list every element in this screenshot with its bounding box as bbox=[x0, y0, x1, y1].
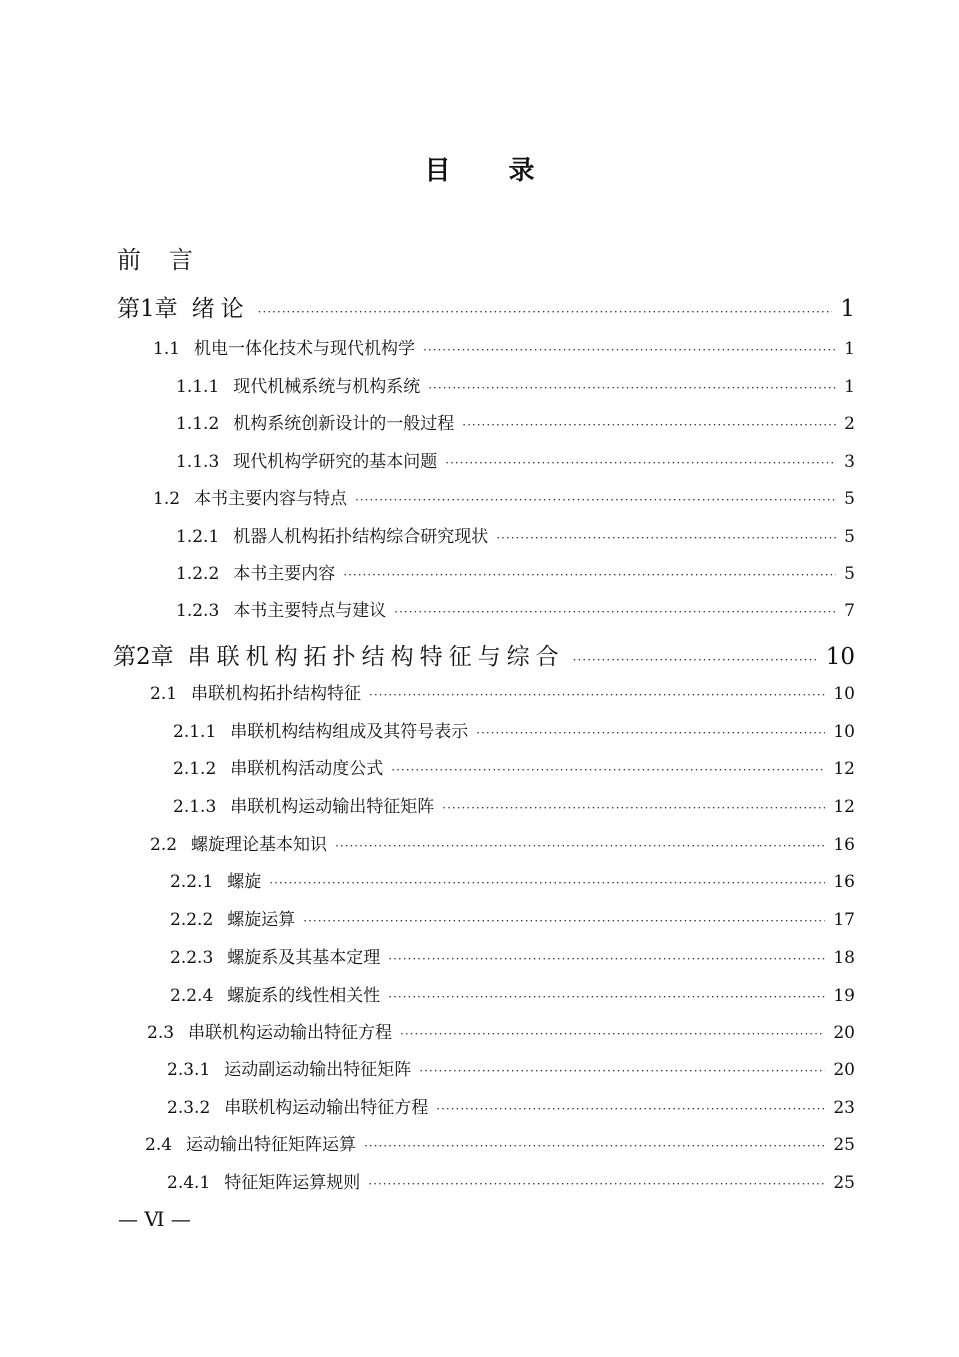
page-title: 目录 bbox=[424, 156, 593, 186]
leader-dots bbox=[343, 568, 836, 582]
page-number-footer: — Ⅵ — bbox=[118, 1207, 191, 1231]
toc-entry-sub[interactable] bbox=[167, 1055, 855, 1080]
toc-entry-sub[interactable] bbox=[167, 1168, 855, 1193]
toc-entry-sub[interactable] bbox=[176, 596, 855, 621]
toc-entry-page: 25 bbox=[833, 1173, 855, 1193]
toc-entry-page: 1 bbox=[840, 296, 855, 322]
toc-entry-sub[interactable] bbox=[170, 867, 855, 892]
toc-entry-number: 2.2 bbox=[150, 835, 178, 855]
toc-entry-page: 10 bbox=[833, 684, 855, 704]
toc-entry-chapter[interactable] bbox=[117, 290, 855, 323]
toc-entry-section[interactable] bbox=[145, 1130, 855, 1155]
toc-entry-title: 本书主要内容与特点 bbox=[194, 489, 348, 509]
toc-entry-page: 1 bbox=[844, 339, 855, 359]
toc-entry-number: 1.1 bbox=[153, 339, 181, 359]
toc-entry-sub[interactable] bbox=[170, 905, 855, 930]
toc-entry-title: 特征矩阵运算规则 bbox=[224, 1173, 361, 1193]
toc-entry-page: 1 bbox=[844, 377, 855, 397]
toc-preface[interactable]: 前言 bbox=[117, 246, 221, 274]
toc-entry-title: 串联机构运动输出特征方程 bbox=[188, 1023, 393, 1043]
toc-entry-title: 机电一体化技术与现代机构学 bbox=[194, 339, 416, 359]
toc-entry-page: 2 bbox=[844, 414, 855, 434]
toc-entry-title: 串联机构运动输出特征矩阵 bbox=[230, 797, 435, 817]
leader-dots bbox=[573, 653, 818, 667]
toc-entry-sub[interactable] bbox=[176, 372, 855, 397]
toc-entry-title: 本书主要特点与建议 bbox=[233, 601, 387, 621]
toc-entry-number: 2.3.2 bbox=[167, 1098, 211, 1118]
toc-entry-number: 2.3.1 bbox=[167, 1060, 211, 1080]
toc-entry-title: 串联机构结构组成及其符号表示 bbox=[230, 722, 469, 742]
leader-dots bbox=[476, 726, 825, 740]
leader-dots bbox=[462, 418, 836, 432]
toc-entry-page: 5 bbox=[844, 489, 855, 509]
leader-dots bbox=[428, 381, 836, 395]
toc-entry-number: 2.2.4 bbox=[170, 986, 214, 1006]
toc-entry-title: 运动输出特征矩阵运算 bbox=[186, 1135, 357, 1155]
toc-entry-title: 螺旋系及其基本定理 bbox=[227, 948, 381, 968]
toc-entry-page: 17 bbox=[833, 910, 855, 930]
leader-dots bbox=[369, 688, 825, 702]
toc-entry-chapter[interactable] bbox=[113, 638, 855, 671]
toc-entry-number: 2.2.2 bbox=[170, 910, 214, 930]
toc-entry-title: 机构系统创新设计的一般过程 bbox=[233, 414, 455, 434]
leader-dots bbox=[388, 952, 825, 966]
toc-entry-section[interactable] bbox=[150, 679, 855, 704]
leader-dots bbox=[258, 305, 833, 319]
toc-entry-sub[interactable] bbox=[173, 754, 855, 779]
toc-entry-page: 3 bbox=[844, 452, 855, 472]
toc-entry-section[interactable] bbox=[147, 1018, 855, 1043]
toc-entry-number: 2.4 bbox=[145, 1135, 173, 1155]
toc-entry-page: 18 bbox=[833, 948, 855, 968]
toc-entry-number: 2.2.1 bbox=[170, 872, 214, 892]
toc-entry-sub[interactable] bbox=[167, 1093, 855, 1118]
leader-dots bbox=[388, 990, 825, 1004]
toc-entry-page: 10 bbox=[833, 722, 855, 742]
toc-entry-sub[interactable] bbox=[176, 522, 855, 547]
leader-dots bbox=[445, 456, 836, 470]
toc-entry-sub[interactable] bbox=[176, 559, 855, 584]
leader-dots bbox=[419, 1064, 825, 1078]
leader-dots bbox=[364, 1139, 825, 1153]
toc-entry-title: 机器人机构拓扑结构综合研究现状 bbox=[233, 527, 489, 547]
toc-entry-page: 12 bbox=[833, 759, 855, 779]
toc-entry-page: 16 bbox=[833, 835, 855, 855]
toc-entry-title: 绪论 bbox=[191, 296, 250, 322]
toc-entry-page: 12 bbox=[833, 797, 855, 817]
toc-entry-page: 7 bbox=[844, 601, 855, 621]
toc-entry-sub[interactable] bbox=[176, 447, 855, 472]
leader-dots bbox=[355, 493, 836, 507]
toc-entry-title: 串联机构拓扑结构特征 bbox=[191, 684, 362, 704]
toc-entry-page: 5 bbox=[844, 564, 855, 584]
toc-entry-number: 1.1.2 bbox=[176, 414, 220, 434]
toc-entry-sub[interactable] bbox=[170, 981, 855, 1006]
leader-dots bbox=[423, 343, 836, 357]
toc-entry-title: 现代机构学研究的基本问题 bbox=[233, 452, 438, 472]
leader-dots bbox=[368, 1177, 825, 1191]
toc-entry-number: 1.2.3 bbox=[176, 601, 220, 621]
toc-entry-sub[interactable] bbox=[170, 943, 855, 968]
toc-entry-section[interactable] bbox=[153, 334, 855, 359]
toc-entry-title: 螺旋 bbox=[227, 872, 262, 892]
toc-entry-title: 运动副运动输出特征矩阵 bbox=[224, 1060, 412, 1080]
toc-entry-number: 2.1 bbox=[150, 684, 178, 704]
toc-entry-number: 第2章 bbox=[113, 644, 174, 670]
toc-entry-page: 16 bbox=[833, 872, 855, 892]
toc-entry-number: 2.1.3 bbox=[173, 797, 217, 817]
toc-entry-number: 1.2 bbox=[153, 489, 181, 509]
leader-dots bbox=[496, 531, 836, 545]
toc-entry-sub[interactable] bbox=[173, 717, 855, 742]
toc-entry-page: 19 bbox=[833, 986, 855, 1006]
toc-entry-page: 10 bbox=[825, 644, 855, 670]
toc-entry-number: 2.4.1 bbox=[167, 1173, 211, 1193]
leader-dots bbox=[303, 914, 825, 928]
toc-entry-page: 20 bbox=[833, 1023, 855, 1043]
toc-entry-title: 本书主要内容 bbox=[233, 564, 336, 584]
toc-entry-sub[interactable] bbox=[173, 792, 855, 817]
toc-entry-title: 螺旋理论基本知识 bbox=[191, 835, 328, 855]
toc-entry-number: 1.1.1 bbox=[176, 377, 220, 397]
toc-entry-page: 5 bbox=[844, 527, 855, 547]
toc-entry-number: 2.1.1 bbox=[173, 722, 217, 742]
toc-entry-number: 1.1.3 bbox=[176, 452, 220, 472]
toc-entry-number: 2.2.3 bbox=[170, 948, 214, 968]
toc-entry-title: 现代机械系统与机构系统 bbox=[233, 377, 421, 397]
leader-dots bbox=[442, 801, 825, 815]
toc-entry-page: 25 bbox=[833, 1135, 855, 1155]
leader-dots bbox=[335, 839, 825, 853]
toc-entry-number: 2.1.2 bbox=[173, 759, 217, 779]
toc-entry-title: 螺旋运算 bbox=[227, 910, 296, 930]
toc-entry-title: 串联机构运动输出特征方程 bbox=[224, 1098, 429, 1118]
toc-entry-section[interactable] bbox=[153, 484, 855, 509]
toc-entry-number: 1.2.1 bbox=[176, 527, 220, 547]
leader-dots bbox=[400, 1027, 825, 1041]
toc-entry-page: 20 bbox=[833, 1060, 855, 1080]
leader-dots bbox=[269, 876, 825, 890]
leader-dots bbox=[391, 763, 825, 777]
toc-entry-title: 螺旋系的线性相关性 bbox=[227, 986, 381, 1006]
leader-dots bbox=[394, 605, 836, 619]
toc-entry-number: 1.2.2 bbox=[176, 564, 220, 584]
toc-entry-title: 串联机构拓扑结构特征与综合 bbox=[187, 644, 565, 670]
toc-entry-sub[interactable] bbox=[176, 409, 855, 434]
toc-entry-section[interactable] bbox=[150, 830, 855, 855]
toc-entry-title: 串联机构活动度公式 bbox=[230, 759, 384, 779]
toc-entry-page: 23 bbox=[833, 1098, 855, 1118]
toc-entry-number: 第1章 bbox=[117, 296, 178, 322]
leader-dots bbox=[436, 1102, 825, 1116]
toc-entry-number: 2.3 bbox=[147, 1023, 175, 1043]
